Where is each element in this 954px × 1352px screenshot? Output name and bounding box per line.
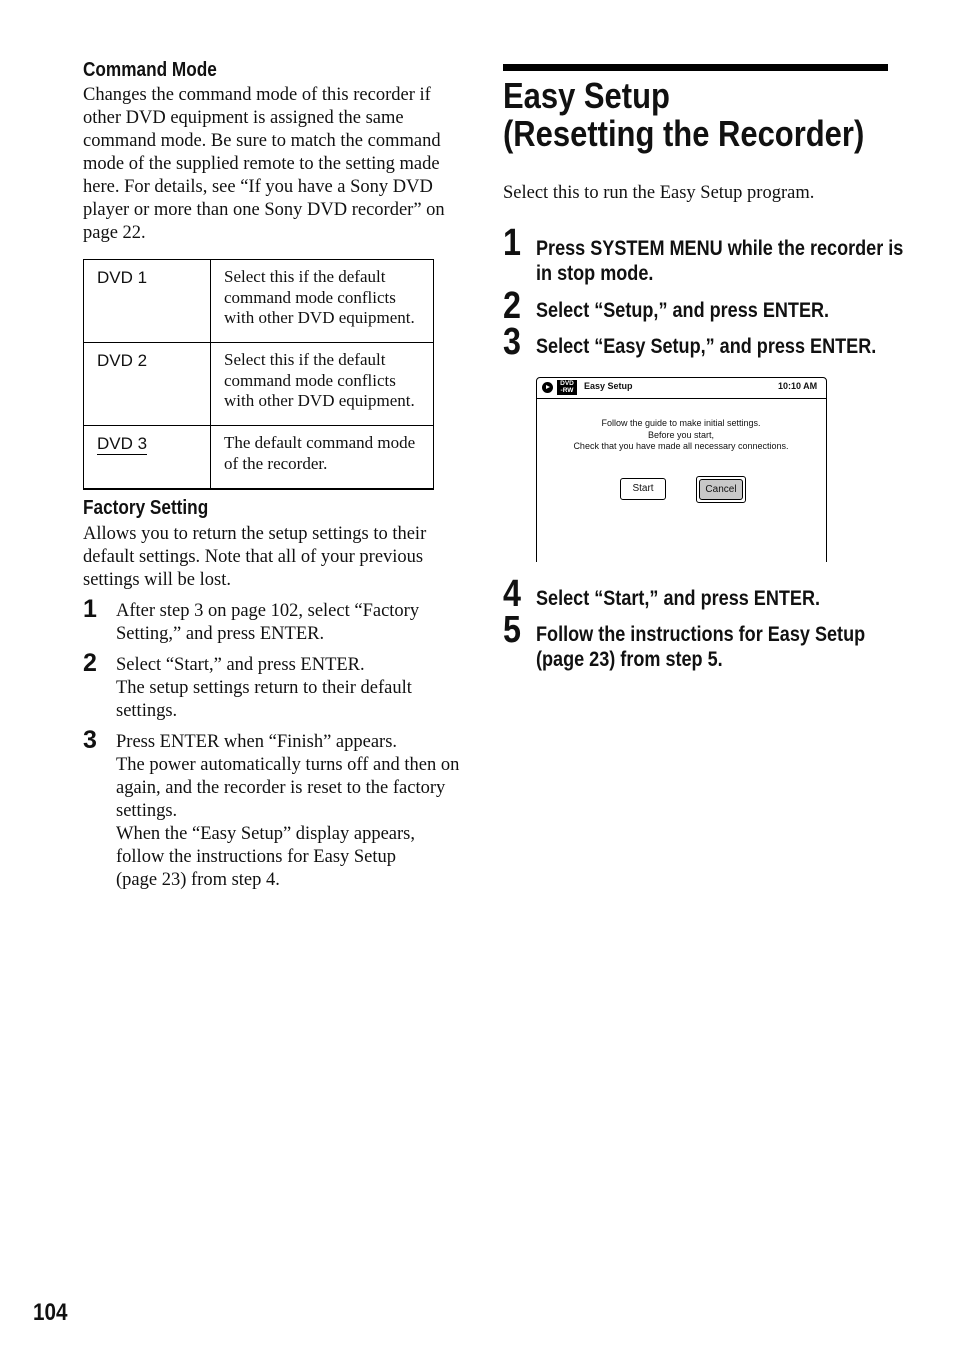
- command-mode-description: [83, 84, 473, 245]
- text-line: default settings. Note that all of your previous: [83, 547, 424, 567]
- screen-message: [536, 418, 826, 453]
- text-line: other DVD equipment is assigned the same: [83, 108, 404, 128]
- text-line: mode of the supplied remote to the setting made: [83, 154, 440, 174]
- table-row: [84, 343, 434, 426]
- desc-line: command mode conflicts: [224, 287, 396, 307]
- text-line: After step 3 on page 102, select “Factory: [116, 601, 420, 621]
- message-line: Follow the guide to make initial settings.: [601, 418, 761, 428]
- text-line: Press ENTER when “Finish” appears.: [116, 732, 398, 752]
- description-cell: [211, 260, 434, 343]
- step-number: 1: [503, 222, 521, 264]
- description-cell: [211, 426, 434, 490]
- step-2-text: [536, 298, 829, 323]
- step-4-text: [536, 586, 820, 611]
- badge-top: DVD: [560, 380, 574, 387]
- command-mode-table: [83, 259, 434, 490]
- step-number: 2: [503, 285, 521, 327]
- option-label-default: DVD 3: [97, 434, 148, 453]
- text-line: Press SYSTEM MENU while the recorder is: [536, 237, 904, 260]
- command-mode-heading: Command Mode: [83, 59, 217, 81]
- disc-icon: [542, 382, 553, 393]
- desc-line: command mode conflicts: [224, 370, 396, 390]
- title-line: (Resetting the Recorder): [503, 113, 865, 154]
- factory-setting-heading: Factory Setting: [83, 497, 209, 519]
- text-line: (page 23) from step 5.: [536, 648, 723, 671]
- title-rule: [503, 64, 888, 71]
- option-label: DVD 1: [97, 268, 148, 287]
- text-line: Follow the instructions for Easy Setup: [536, 623, 866, 646]
- step-number: 3: [83, 726, 97, 754]
- text-line: Select “Start,” and press ENTER.: [536, 587, 821, 610]
- desc-line: of the recorder.: [224, 453, 328, 473]
- option-cell: [84, 260, 211, 343]
- factory-step-3: [116, 731, 476, 892]
- message-line: Before you start,: [647, 429, 715, 440]
- text-line: Setting,” and press ENTER.: [116, 624, 325, 644]
- text-line: command mode. Be sure to match the command: [83, 131, 441, 151]
- desc-line: with other DVD equipment.: [224, 391, 415, 410]
- text-line: in stop mode.: [536, 262, 654, 285]
- cancel-button-focus: [696, 476, 746, 503]
- text-line: settings.: [116, 801, 178, 821]
- text-line: page 22.: [83, 223, 146, 243]
- text-line: Changes the command mode of this recorder if: [83, 85, 431, 105]
- text-line: Select “Setup,” and press ENTER.: [536, 299, 830, 322]
- page-title: [503, 77, 864, 153]
- desc-line: The default command mode: [224, 433, 416, 452]
- factory-setting-description: [83, 523, 473, 592]
- desc-line: with other DVD equipment.: [224, 308, 415, 327]
- title-line: Easy Setup: [503, 75, 670, 116]
- option-cell: [84, 343, 211, 426]
- option-cell: [84, 426, 211, 490]
- start-button[interactable]: Start: [620, 478, 666, 500]
- text-line: The setup settings return to their default: [116, 678, 412, 698]
- screen-right-edge: [826, 397, 827, 562]
- message-line: Check that you have made all necessary connections.: [573, 441, 789, 451]
- cancel-button[interactable]: Cancel: [699, 479, 743, 500]
- easy-setup-screen: [536, 377, 827, 563]
- text-line: here. For details, see “If you have a Sony DVD: [83, 177, 433, 197]
- step-number: 4: [503, 573, 521, 615]
- text-line: When the “Easy Setup” display appears,: [116, 824, 415, 844]
- description-cell: [211, 343, 434, 426]
- text-line: settings will be lost.: [83, 570, 231, 590]
- option-label: DVD 2: [97, 351, 148, 370]
- desc-line: Select this if the default: [224, 350, 386, 369]
- text-line: player or more than one Sony DVD recorder” on: [83, 200, 445, 220]
- text-line: The power automatically turns off and then on: [116, 755, 460, 775]
- step-3-text: [536, 334, 876, 359]
- text-line: follow the instructions for Easy Setup: [116, 847, 397, 867]
- factory-step-1: [116, 600, 476, 646]
- text-line: Select “Start,” and press ENTER.: [116, 655, 365, 675]
- screen-title: Easy Setup: [584, 381, 633, 391]
- table-row: [84, 260, 434, 343]
- step-1-text: [536, 236, 903, 286]
- step-number: 2: [83, 649, 97, 677]
- dvd-rw-badge: [557, 380, 577, 395]
- step-number: 1: [83, 595, 97, 623]
- table-row: [84, 426, 434, 490]
- factory-step-2: [116, 654, 476, 723]
- step-5-text: [536, 622, 865, 672]
- step-number: 3: [503, 321, 521, 363]
- intro-text: Select this to run the Easy Setup program.: [503, 183, 815, 203]
- text-line: (page 23) from step 4.: [116, 870, 280, 890]
- text-line: Allows you to return the setup settings to their: [83, 524, 427, 544]
- text-line: Select “Easy Setup,” and press ENTER.: [536, 335, 877, 358]
- text-line: settings.: [116, 701, 178, 721]
- badge-bottom: -RW: [560, 387, 574, 394]
- text-line: again, and the recorder is reset to the factory: [116, 778, 446, 798]
- desc-line: Select this if the default: [224, 267, 386, 286]
- screen-time: 10:10 AM: [778, 381, 818, 391]
- page-number: 104: [33, 1299, 68, 1326]
- step-number: 5: [503, 609, 521, 651]
